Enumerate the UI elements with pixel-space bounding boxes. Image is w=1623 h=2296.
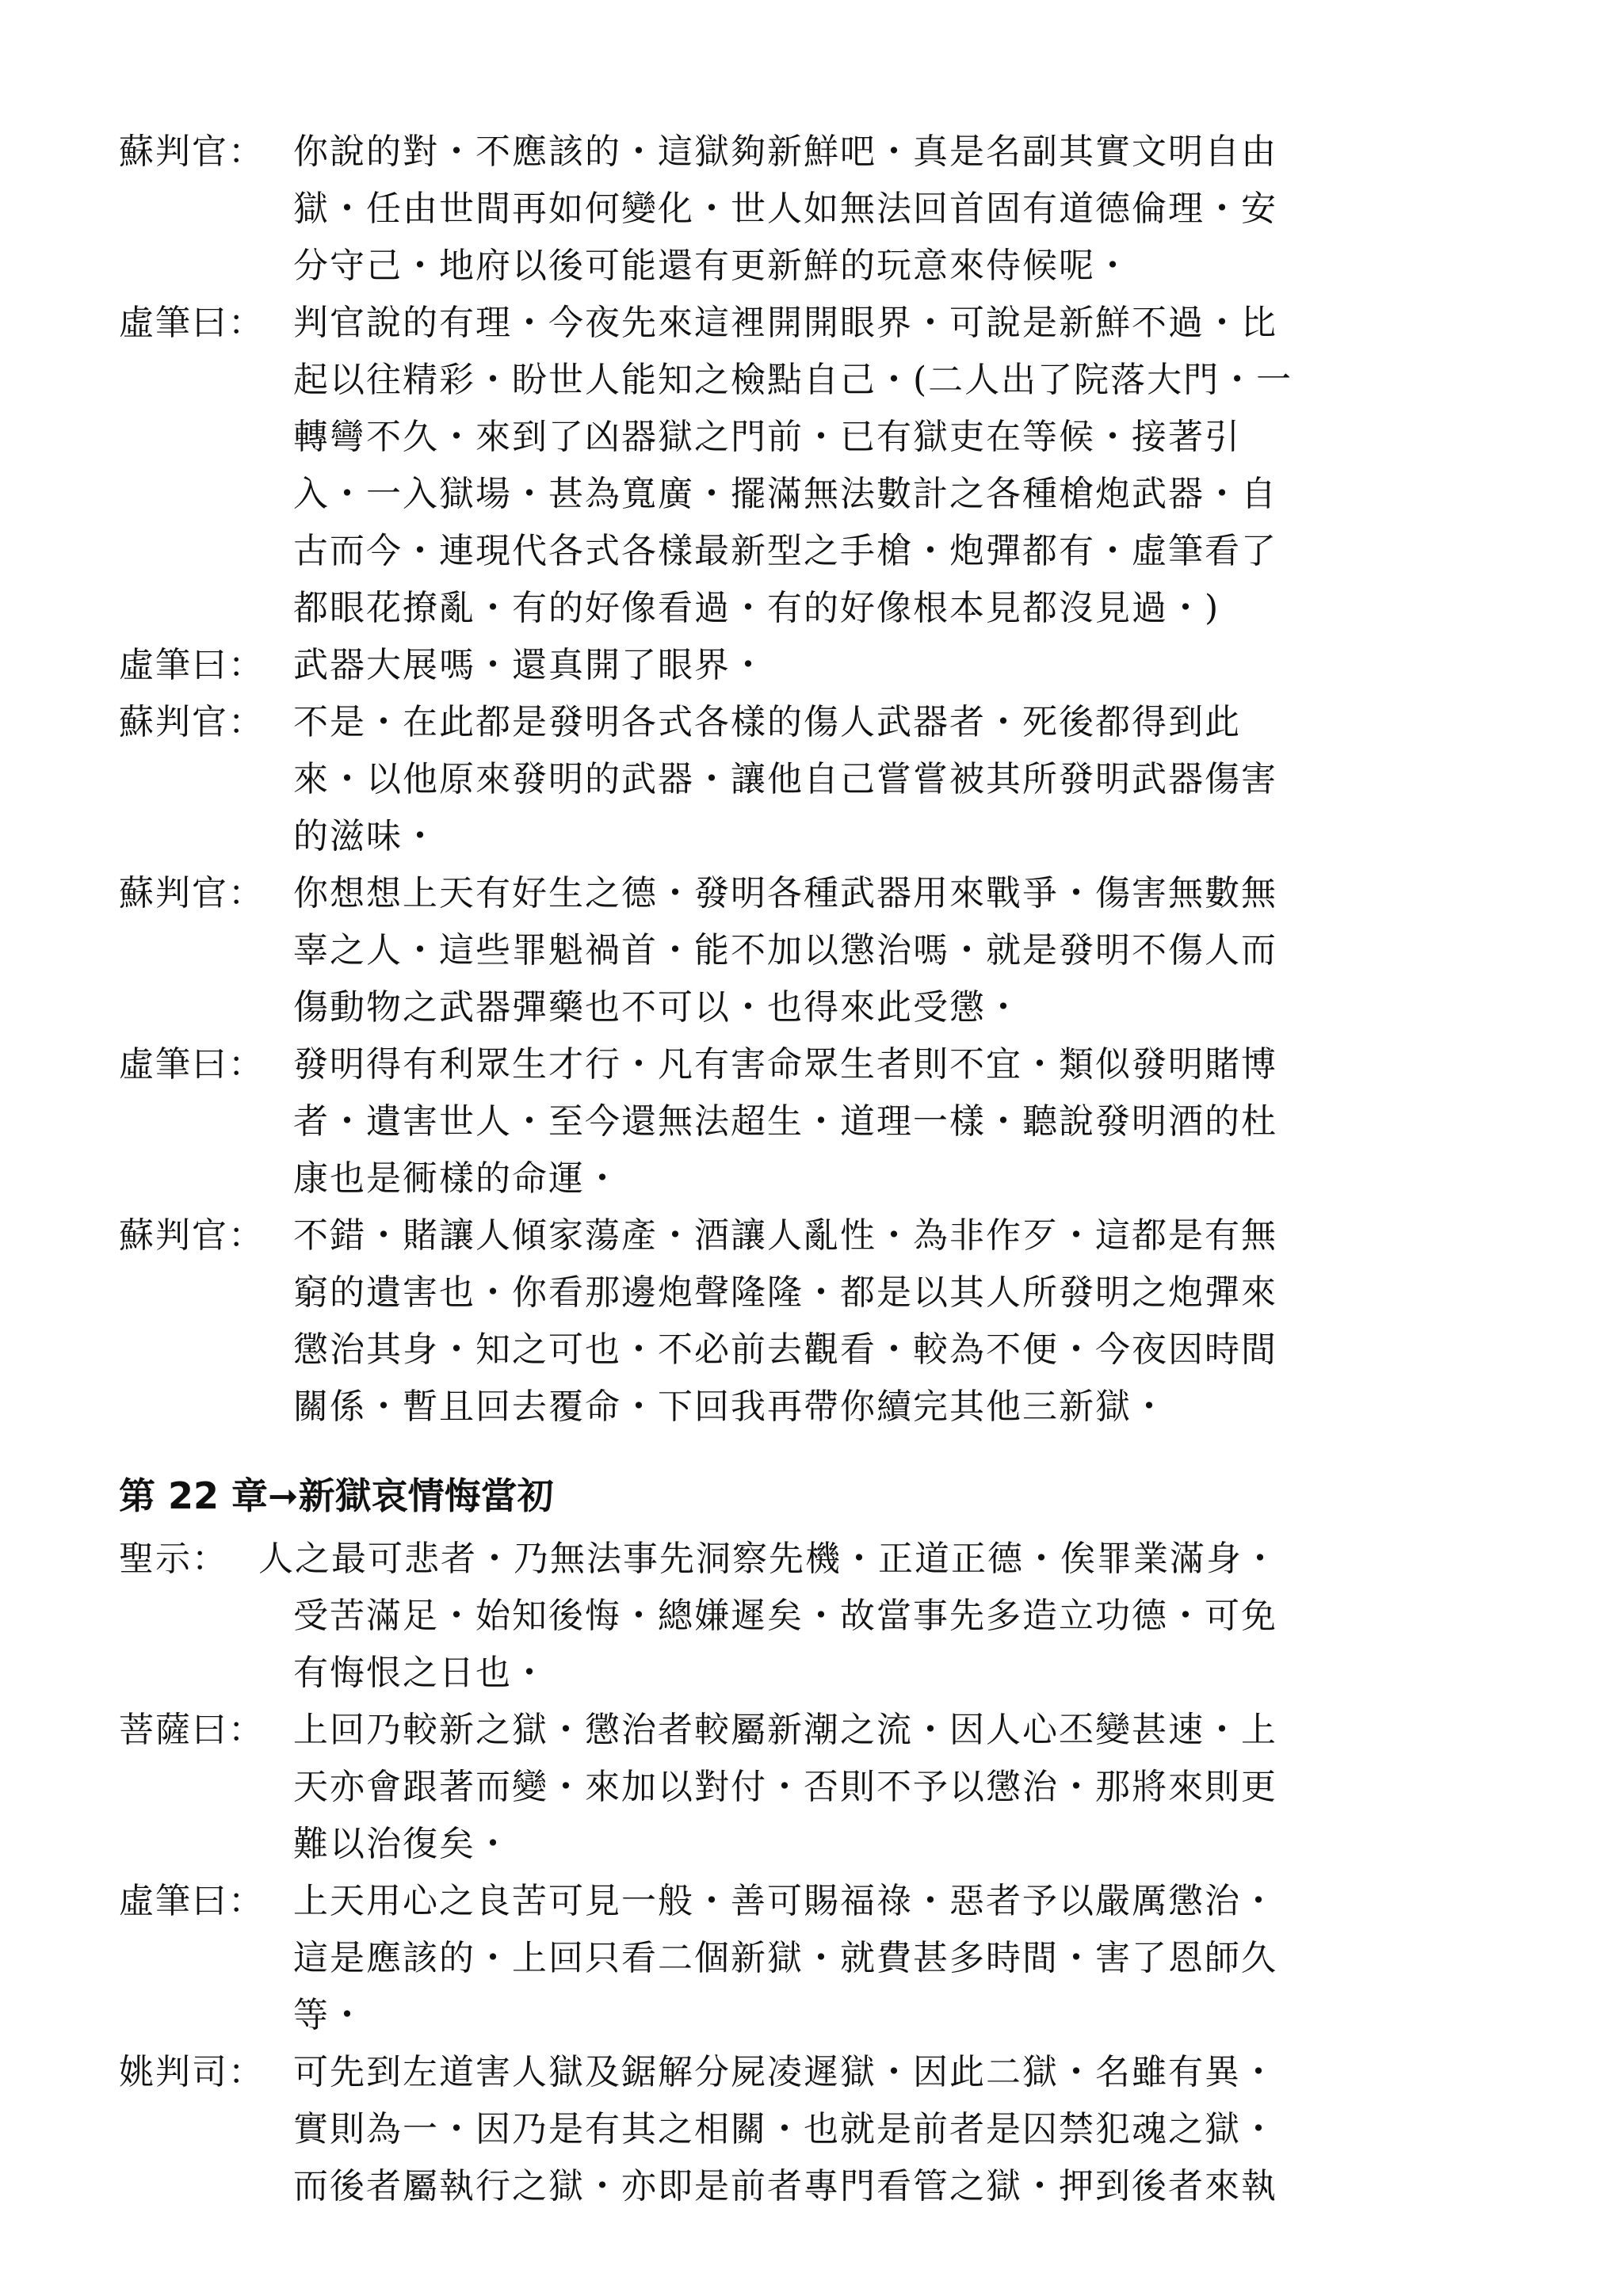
line-text: 天亦會跟著而變・來加以對付・否則不予以懲治・那將來則更 bbox=[293, 1767, 1277, 1807]
line-text: 可先到左道害人獄及鋸解分屍凌遲獄・因此二獄・名雖有異・ bbox=[293, 2052, 1277, 2092]
line-text: 而後者屬執行之獄・亦即是前者專門看管之獄・押到後者來執 bbox=[293, 2166, 1277, 2206]
dialogue-line bbox=[293, 2158, 1277, 2215]
line-text: 你說的對・不應該的・這獄夠新鮮吧・真是名副其實文明自由 bbox=[293, 132, 1277, 172]
dialogue-line bbox=[293, 1759, 1277, 1816]
speaker-label: 蘇判官： bbox=[119, 873, 265, 913]
dialogue-line bbox=[293, 352, 1293, 409]
dialogue-line bbox=[293, 1987, 366, 2044]
dialogue-line bbox=[119, 637, 767, 694]
dialogue-line bbox=[293, 2101, 1277, 2158]
line-text: 獄・任由世間再如何變化・世人如無法回首固有道德倫理・安 bbox=[293, 189, 1277, 229]
line-text: 窮的遺害也・你看那邊炮聲隆隆・都是以其人所發明之炮彈來 bbox=[293, 1272, 1277, 1313]
line-text: 康也是衕樣的命運・ bbox=[293, 1158, 621, 1199]
dialogue-line bbox=[293, 523, 1277, 580]
dialogue-line bbox=[119, 865, 1277, 922]
line-text: 者・遺害世人・至今還無法超生・道理一樣・聽說發明酒的杜 bbox=[293, 1101, 1277, 1142]
dialogue-line bbox=[119, 1873, 1277, 1930]
dialogue-line bbox=[293, 1093, 1277, 1150]
speaker-label: 虛筆曰： bbox=[119, 1881, 265, 1921]
line-text: 發明得有利眾生才行・凡有害命眾生者則不宜・類似發明賭博 bbox=[293, 1044, 1277, 1085]
line-text: 難以治復矣・ bbox=[293, 1824, 512, 1864]
line-text: 的滋味・ bbox=[293, 816, 439, 856]
line-text: 古而今・連現代各式各樣最新型之手槍・炮彈都有・虛筆看了 bbox=[293, 531, 1277, 571]
line-text: 上回乃較新之獄・懲治者較屬新潮之流・因人心丕變甚速・上 bbox=[293, 1710, 1277, 1750]
dialogue-line bbox=[293, 1379, 1168, 1436]
dialogue-line bbox=[119, 694, 1241, 751]
dialogue-line bbox=[293, 1322, 1277, 1379]
speaker-label: 虛筆曰： bbox=[119, 1044, 265, 1085]
dialogue-line bbox=[293, 808, 439, 865]
dialogue-line bbox=[293, 580, 1220, 637]
line-text: 你想想上天有好生之德・發明各種武器用來戰爭・傷害無數無 bbox=[293, 873, 1277, 913]
line-text: 武器大展嗎・還真開了眼界・ bbox=[293, 645, 767, 685]
line-text: 有悔恨之日也・ bbox=[293, 1653, 548, 1693]
line-text: 入・一入獄場・甚為寬廣・擺滿無法數計之各種槍炮武器・自 bbox=[293, 474, 1277, 514]
dialogue-line bbox=[293, 1264, 1277, 1322]
dialogue-line bbox=[293, 1150, 621, 1207]
dialogue-line bbox=[293, 1930, 1277, 1987]
speaker-label: 蘇判官： bbox=[119, 132, 265, 172]
line-text: 來・以他原來發明的武器・讓他自己嘗嘗被其所發明武器傷害 bbox=[293, 759, 1277, 799]
dialogue-line bbox=[119, 1207, 1277, 1264]
chapter-heading: 第 22 章➞新獄哀情悔當初 bbox=[119, 1474, 554, 1517]
dialogue-line bbox=[293, 979, 1022, 1036]
dialogue-line bbox=[119, 2044, 1277, 2101]
speaker-label: 蘇判官： bbox=[119, 1215, 265, 1256]
dialogue-line bbox=[293, 922, 1277, 979]
line-text: 辜之人・這些罪魁禍首・能不加以懲治嗎・就是發明不傷人而 bbox=[293, 930, 1277, 971]
line-text: 判官說的有理・今夜先來這裡開開眼界・可說是新鮮不過・比 bbox=[293, 303, 1277, 343]
speaker-label: 聖示： bbox=[119, 1539, 228, 1579]
line-text: 不是・在此都是發明各式各樣的傷人武器者・死後都得到此 bbox=[293, 702, 1241, 742]
speaker-label: 虛筆曰： bbox=[119, 645, 265, 685]
line-text: 不錯・賭讓人傾家蕩產・酒讓人亂性・為非作歹・這都是有無 bbox=[293, 1215, 1277, 1256]
line-text: 受苦滿足・始知後悔・總嫌遲矣・故當事先多造立功德・可免 bbox=[293, 1596, 1277, 1636]
line-text: 關係・暫且回去覆命・下回我再帶你續完其他三新獄・ bbox=[293, 1386, 1168, 1427]
speaker-label: 菩薩曰： bbox=[119, 1710, 265, 1750]
line-text: 轉彎不久・來到了凶器獄之門前・已有獄吏在等候・接著引 bbox=[293, 417, 1241, 457]
dialogue-line bbox=[119, 1702, 1277, 1759]
line-text: 人之最可悲者・乃無法事先洞察先機・正道正德・俟罪業滿身・ bbox=[258, 1539, 1279, 1579]
dialogue-line bbox=[293, 409, 1241, 466]
dialogue-line bbox=[293, 181, 1277, 238]
line-text: 分守己・地府以後可能還有更新鮮的玩意來侍候呢・ bbox=[293, 246, 1132, 286]
line-text: 傷動物之武器彈藥也不可以・也得來此受懲・ bbox=[293, 987, 1022, 1028]
line-text: 都眼花撩亂・有的好像看過・有的好像根本見都沒見過・) bbox=[293, 588, 1220, 628]
dialogue-line bbox=[293, 1645, 548, 1702]
dialogue-line bbox=[293, 238, 1132, 295]
dialogue-line bbox=[119, 124, 1277, 181]
dialogue-line bbox=[119, 1036, 1277, 1093]
dialogue-line bbox=[293, 1588, 1277, 1645]
line-text: 等・ bbox=[293, 1995, 366, 2035]
dialogue-line bbox=[293, 1816, 512, 1873]
line-text: 懲治其身・知之可也・不必前去觀看・較為不便・今夜因時間 bbox=[293, 1329, 1277, 1370]
line-text: 這是應該的・上回只看二個新獄・就費甚多時間・害了恩師久 bbox=[293, 1938, 1277, 1978]
line-text: 實則為一・因乃是有其之相關・也就是前者是囚禁犯魂之獄・ bbox=[293, 2109, 1277, 2149]
dialogue-line bbox=[119, 295, 1277, 352]
speaker-label: 姚判司： bbox=[119, 2052, 265, 2092]
dialogue-line bbox=[119, 1531, 1279, 1588]
dialogue-line bbox=[293, 751, 1277, 808]
dialogue-line bbox=[293, 466, 1277, 523]
speaker-label: 蘇判官： bbox=[119, 702, 265, 742]
line-text: 起以往精彩・盼世人能知之檢點自己・(二人出了院落大門・一 bbox=[293, 360, 1293, 400]
line-text: 上天用心之良苦可見一般・善可賜福祿・惡者予以嚴厲懲治・ bbox=[293, 1881, 1277, 1921]
speaker-label: 虛筆曰： bbox=[119, 303, 265, 343]
